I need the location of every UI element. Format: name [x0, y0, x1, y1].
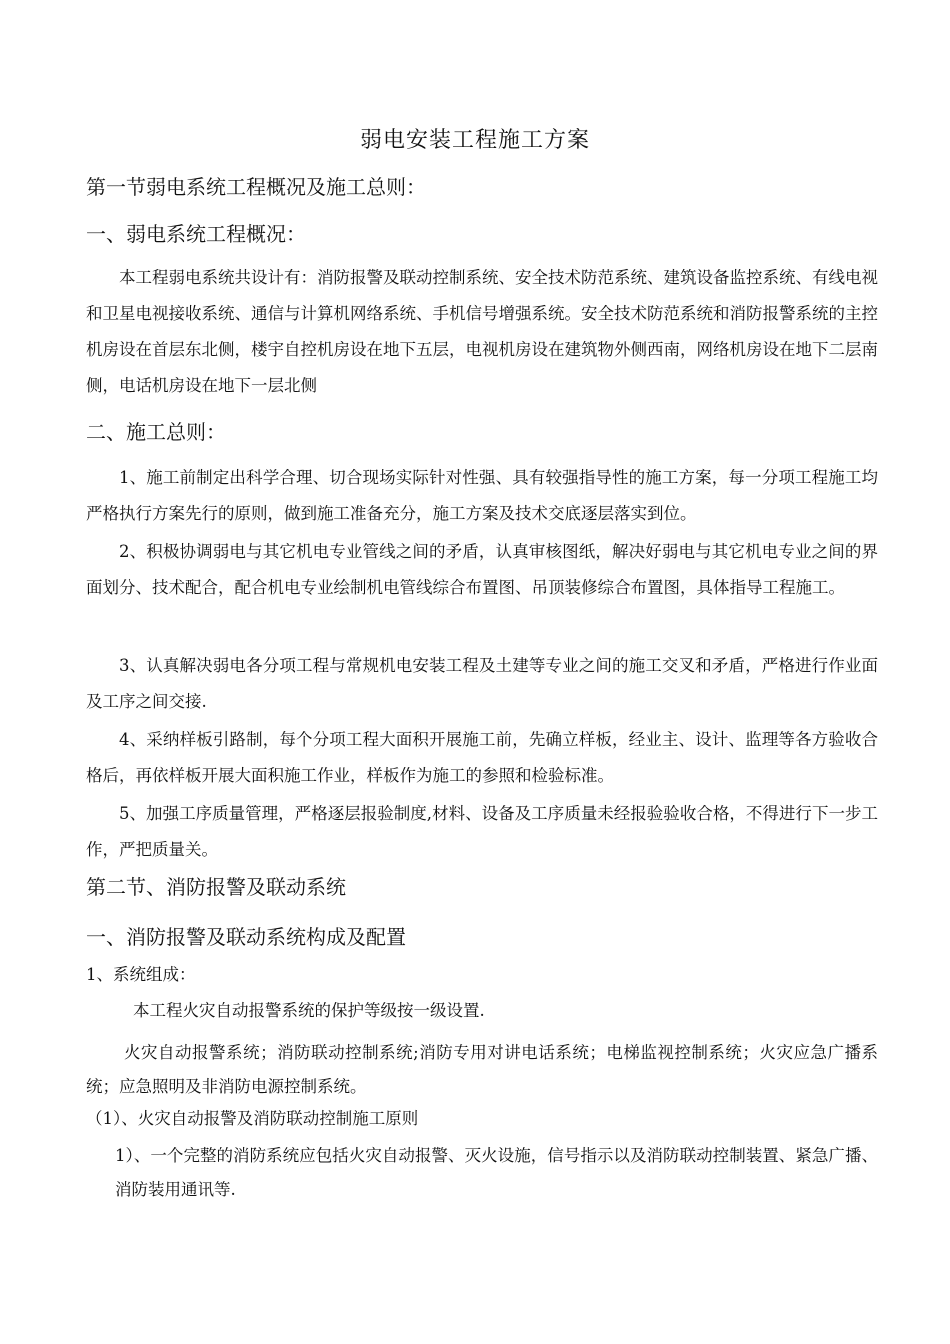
section2-sub1-heading: 一、消防报警及联动系统构成及配置 [86, 925, 406, 949]
principle-item-3: 3、认真解决弱电各分项工程与常规机电安装工程及土建等专业之间的施工交叉和矛盾，严格进行作业面及工序之间交接. [86, 656, 878, 711]
system-composition-label: 1、系统组成： [86, 965, 196, 984]
document-title: 弱电安装工程施工方案 [359, 128, 590, 153]
principle-item-2: 2、积极协调弱电与其它机电专业管线之间的矛盾，认真审核图纸，解决好弱电与其它机电专业之间的界面划分、技术配合，配合机电专业绘制机电管线综合布置图、吊顶装修综合布置图，具体指导工程施工。 [86, 542, 878, 597]
section1-heading: 第一节弱电系统工程概况及施工总则： [86, 175, 426, 199]
section2-heading: 第二节、消防报警及联动系统 [86, 875, 346, 899]
principle-item-5: 5、加强工序质量管理，严格逐层报验制度,材料、设备及工序质量未经报验验收合格，不得进行下一步工作，严把质量关。 [86, 804, 878, 859]
protection-level-text: 本工程火灾自动报警系统的保护等级按一级设置. [133, 1001, 485, 1020]
item1-heading: （1）、火灾自动报警及消防联动控制施工原则 [86, 1109, 419, 1128]
item1-1-text: 1）、一个完整的消防系统应包括火灾自动报警、灭火设施，信号指示以及消防联动控制装置、紧急广播、消防装用通讯等. [115, 1146, 878, 1199]
systems-list-text: 火灾自动报警系统；消防联动控制系统;消防专用对讲电话系统；电梯监视控制系统；火灾应急广播系统；应急照明及非消防电源控制系统。 [86, 1043, 878, 1096]
sub1-heading: 一、弱电系统工程概况： [86, 222, 306, 246]
overview-paragraph: 本工程弱电系统共设计有：消防报警及联动控制系统、安全技术防范系统、建筑设备监控系统、有线电视和卫星电视接收系统、通信与计算机网络系统、手机信号增强系统。安全技术防范系统和消防报警系统的主控机房设在首层东北侧，楼宇自控机房设在地下五层，电视机房设在建筑物外侧西南，网络机房设在地下二层南侧，电话机房设在地下一层北侧 [86, 268, 878, 395]
principle-item-1: 1、施工前制定出科学合理、切合现场实际针对性强、具有较强指导性的施工方案，每一分项工程施工均严格执行方案先行的原则，做到施工准备充分，施工方案及技术交底逐层落实到位。 [86, 468, 878, 523]
sub2-heading: 二、施工总则： [86, 420, 226, 444]
principle-item-4: 4、采纳样板引路制，每个分项工程大面积开展施工前，先确立样板，经业主、设计、监理等各方验收合格后，再依样板开展大面积施工作业，样板作为施工的参照和检验标准。 [86, 730, 878, 785]
